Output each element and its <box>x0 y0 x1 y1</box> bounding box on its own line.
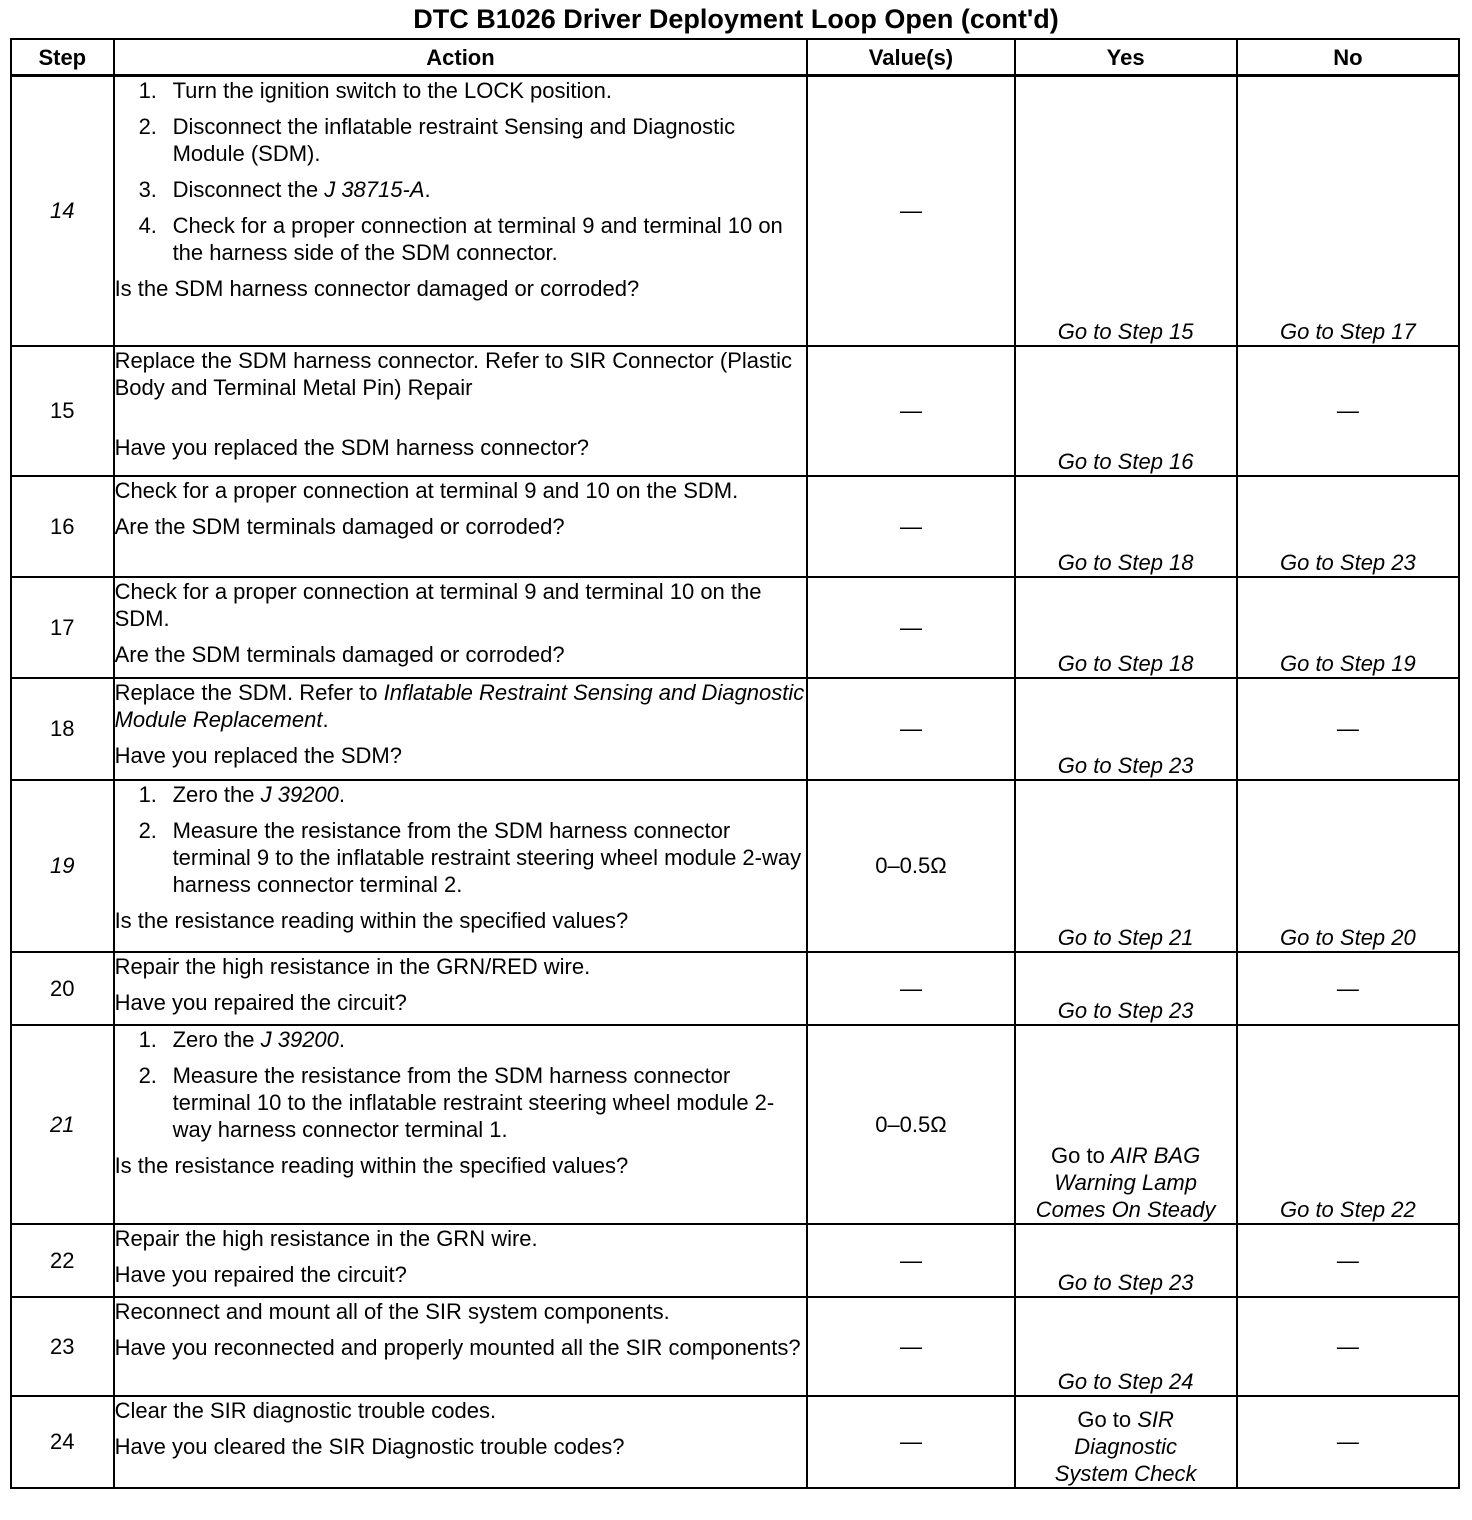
no-cell: Go to Step 20 <box>1237 780 1459 952</box>
header-step: Step <box>11 39 114 76</box>
action-steps-list <box>115 781 807 898</box>
value-cell: 0–0.5Ω <box>807 1025 1014 1224</box>
yes-cell: Go to Step 16 <box>1015 346 1237 476</box>
table-row <box>11 76 1459 346</box>
procedure-reference: AIR BAG Warning Lamp Comes On Steady <box>1035 1142 1216 1222</box>
step-number: 22 <box>11 1224 114 1297</box>
yes-cell: Go to Step 15 <box>1015 76 1237 346</box>
no-cell: — <box>1237 952 1459 1025</box>
question-text: Have you replaced the SDM? <box>114 742 402 768</box>
action-cell <box>114 1025 808 1224</box>
action-text: Replace the SDM. Refer to Inflatable Restraint Sensing and Diagnostic Module Replacement. <box>114 679 805 732</box>
no-cell: — <box>1237 1224 1459 1297</box>
action-text: Check for a proper connection at terminal 9 and terminal 10 on the SDM. <box>114 578 762 631</box>
list-item: 4. Check for a proper connection at terminal 9 and terminal 10 on the harness side of the SDM connector. <box>138 213 783 265</box>
question-text: Have you repaired the circuit? <box>114 989 407 1015</box>
table-row <box>11 1297 1459 1396</box>
list-item: 1. Zero the J 39200. <box>138 1026 346 1052</box>
table-row <box>11 1396 1459 1488</box>
procedure-reference: Inflatable Restraint Sensing and Diagnostic Module Replacement <box>114 679 805 732</box>
no-cell: Go to Step 17 <box>1237 76 1459 346</box>
yes-cell: Go to Step 18 <box>1015 476 1237 577</box>
question-text: Have you replaced the SDM harness connector? <box>114 434 590 460</box>
table-row <box>11 678 1459 780</box>
header-values: Value(s) <box>807 39 1014 76</box>
yes-cell: Go to AIR BAG Warning Lamp Comes On Steady <box>1015 1025 1237 1224</box>
action-text: Replace the SDM harness connector. Refer to SIR Connector (Plastic Body and Terminal Metal Pin) Repair <box>114 347 792 400</box>
question-text: Is the resistance reading within the specified values? <box>114 907 629 933</box>
tool-reference: J 39200 <box>260 1026 339 1052</box>
question-text: Are the SDM terminals damaged or corroded? <box>114 641 565 667</box>
table-row <box>11 346 1459 476</box>
step-number: 21 <box>11 1025 114 1224</box>
value-cell: — <box>807 952 1014 1025</box>
step-number: 19 <box>11 780 114 952</box>
no-cell: Go to Step 23 <box>1237 476 1459 577</box>
procedure-reference: SIR Diagnostic System Check <box>1054 1406 1197 1486</box>
value-cell: — <box>807 577 1014 678</box>
value-cell: 0–0.5Ω <box>807 780 1014 952</box>
step-number: 24 <box>11 1396 114 1488</box>
value-cell: — <box>807 346 1014 476</box>
step-number: 23 <box>11 1297 114 1396</box>
action-cell <box>114 952 808 1025</box>
table-header-row <box>11 39 1459 76</box>
page-title: DTC B1026 Driver Deployment Loop Open (cont'd) <box>413 4 1059 34</box>
question-text: Are the SDM terminals damaged or corroded? <box>114 513 565 539</box>
action-text: Clear the SIR diagnostic trouble codes. <box>114 1397 497 1423</box>
action-text: Repair the high resistance in the GRN wire. <box>114 1225 538 1251</box>
no-cell: — <box>1237 678 1459 780</box>
value-cell: — <box>807 1297 1014 1396</box>
header-no: No <box>1237 39 1459 76</box>
question-text: Have you repaired the circuit? <box>114 1261 407 1287</box>
action-cell <box>114 678 808 780</box>
yes-cell: Go to Step 18 <box>1015 577 1237 678</box>
list-item: 2. Measure the resistance from the SDM harness connector terminal 10 to the inflatable restraint steering wheel module 2-way harness connector terminal 1. <box>138 1062 775 1142</box>
value-cell: — <box>807 1224 1014 1297</box>
header-action: Action <box>114 39 808 76</box>
table-row <box>11 1224 1459 1297</box>
yes-cell: Go to Step 23 <box>1015 1224 1237 1297</box>
action-text: Reconnect and mount all of the SIR system components. <box>114 1298 670 1324</box>
no-cell: Go to Step 19 <box>1237 577 1459 678</box>
no-cell: — <box>1237 346 1459 476</box>
tool-reference: J 38715-A <box>324 177 425 202</box>
value-cell: — <box>807 1396 1014 1488</box>
list-item: 1. Zero the J 39200. <box>138 781 346 807</box>
action-cell <box>114 346 808 476</box>
step-number: 20 <box>11 952 114 1025</box>
value-cell: — <box>807 476 1014 577</box>
no-cell: Go to Step 22 <box>1237 1025 1459 1224</box>
step-number: 16 <box>11 476 114 577</box>
table-row <box>11 780 1459 952</box>
yes-cell: Go to Step 23 <box>1015 952 1237 1025</box>
step-number: 15 <box>11 346 114 476</box>
action-steps-list <box>115 77 807 266</box>
action-text: Check for a proper connection at terminal 9 and 10 on the SDM. <box>114 477 739 503</box>
action-cell <box>114 476 808 577</box>
table-row <box>11 1025 1459 1224</box>
yes-cell: Go to Step 23 <box>1015 678 1237 780</box>
action-text: Repair the high resistance in the GRN/RED wire. <box>114 953 591 979</box>
question-text: Have you cleared the SIR Diagnostic trouble codes? <box>114 1433 625 1459</box>
yes-cell: Go to Step 24 <box>1015 1297 1237 1396</box>
question-text: Is the resistance reading within the specified values? <box>114 1152 629 1178</box>
list-item: 2. Disconnect the inflatable restraint Sensing and Diagnostic Module (SDM). <box>138 114 736 166</box>
action-cell <box>114 780 808 952</box>
diagnostic-table <box>10 38 1460 1489</box>
table-row <box>11 476 1459 577</box>
table-row <box>11 577 1459 678</box>
yes-cell: Go to SIR Diagnostic System Check <box>1015 1396 1237 1488</box>
yes-cell: Go to Step 21 <box>1015 780 1237 952</box>
action-cell <box>114 1396 808 1488</box>
step-number: 14 <box>11 76 114 346</box>
list-item: 2. Measure the resistance from the SDM harness connector terminal 9 to the inflatable restraint steering wheel module 2-way harness connector terminal 2. <box>138 817 802 897</box>
action-cell <box>114 76 808 346</box>
no-cell: — <box>1237 1297 1459 1396</box>
value-cell: — <box>807 678 1014 780</box>
action-steps-list <box>115 1026 807 1143</box>
action-cell <box>114 577 808 678</box>
action-cell <box>114 1224 808 1297</box>
list-item: 1. Turn the ignition switch to the LOCK position. <box>138 78 612 103</box>
no-cell: — <box>1237 1396 1459 1488</box>
header-yes: Yes <box>1015 39 1237 76</box>
list-item: 3. Disconnect the J 38715-A. <box>138 177 431 202</box>
question-text: Have you reconnected and properly mounted all the SIR components? <box>114 1334 801 1360</box>
step-number: 17 <box>11 577 114 678</box>
step-number: 18 <box>11 678 114 780</box>
tool-reference: J 39200 <box>260 781 339 807</box>
question-text: Is the SDM harness connector damaged or corroded? <box>114 276 640 301</box>
table-row <box>11 952 1459 1025</box>
action-cell <box>114 1297 808 1396</box>
value-cell: — <box>807 76 1014 346</box>
